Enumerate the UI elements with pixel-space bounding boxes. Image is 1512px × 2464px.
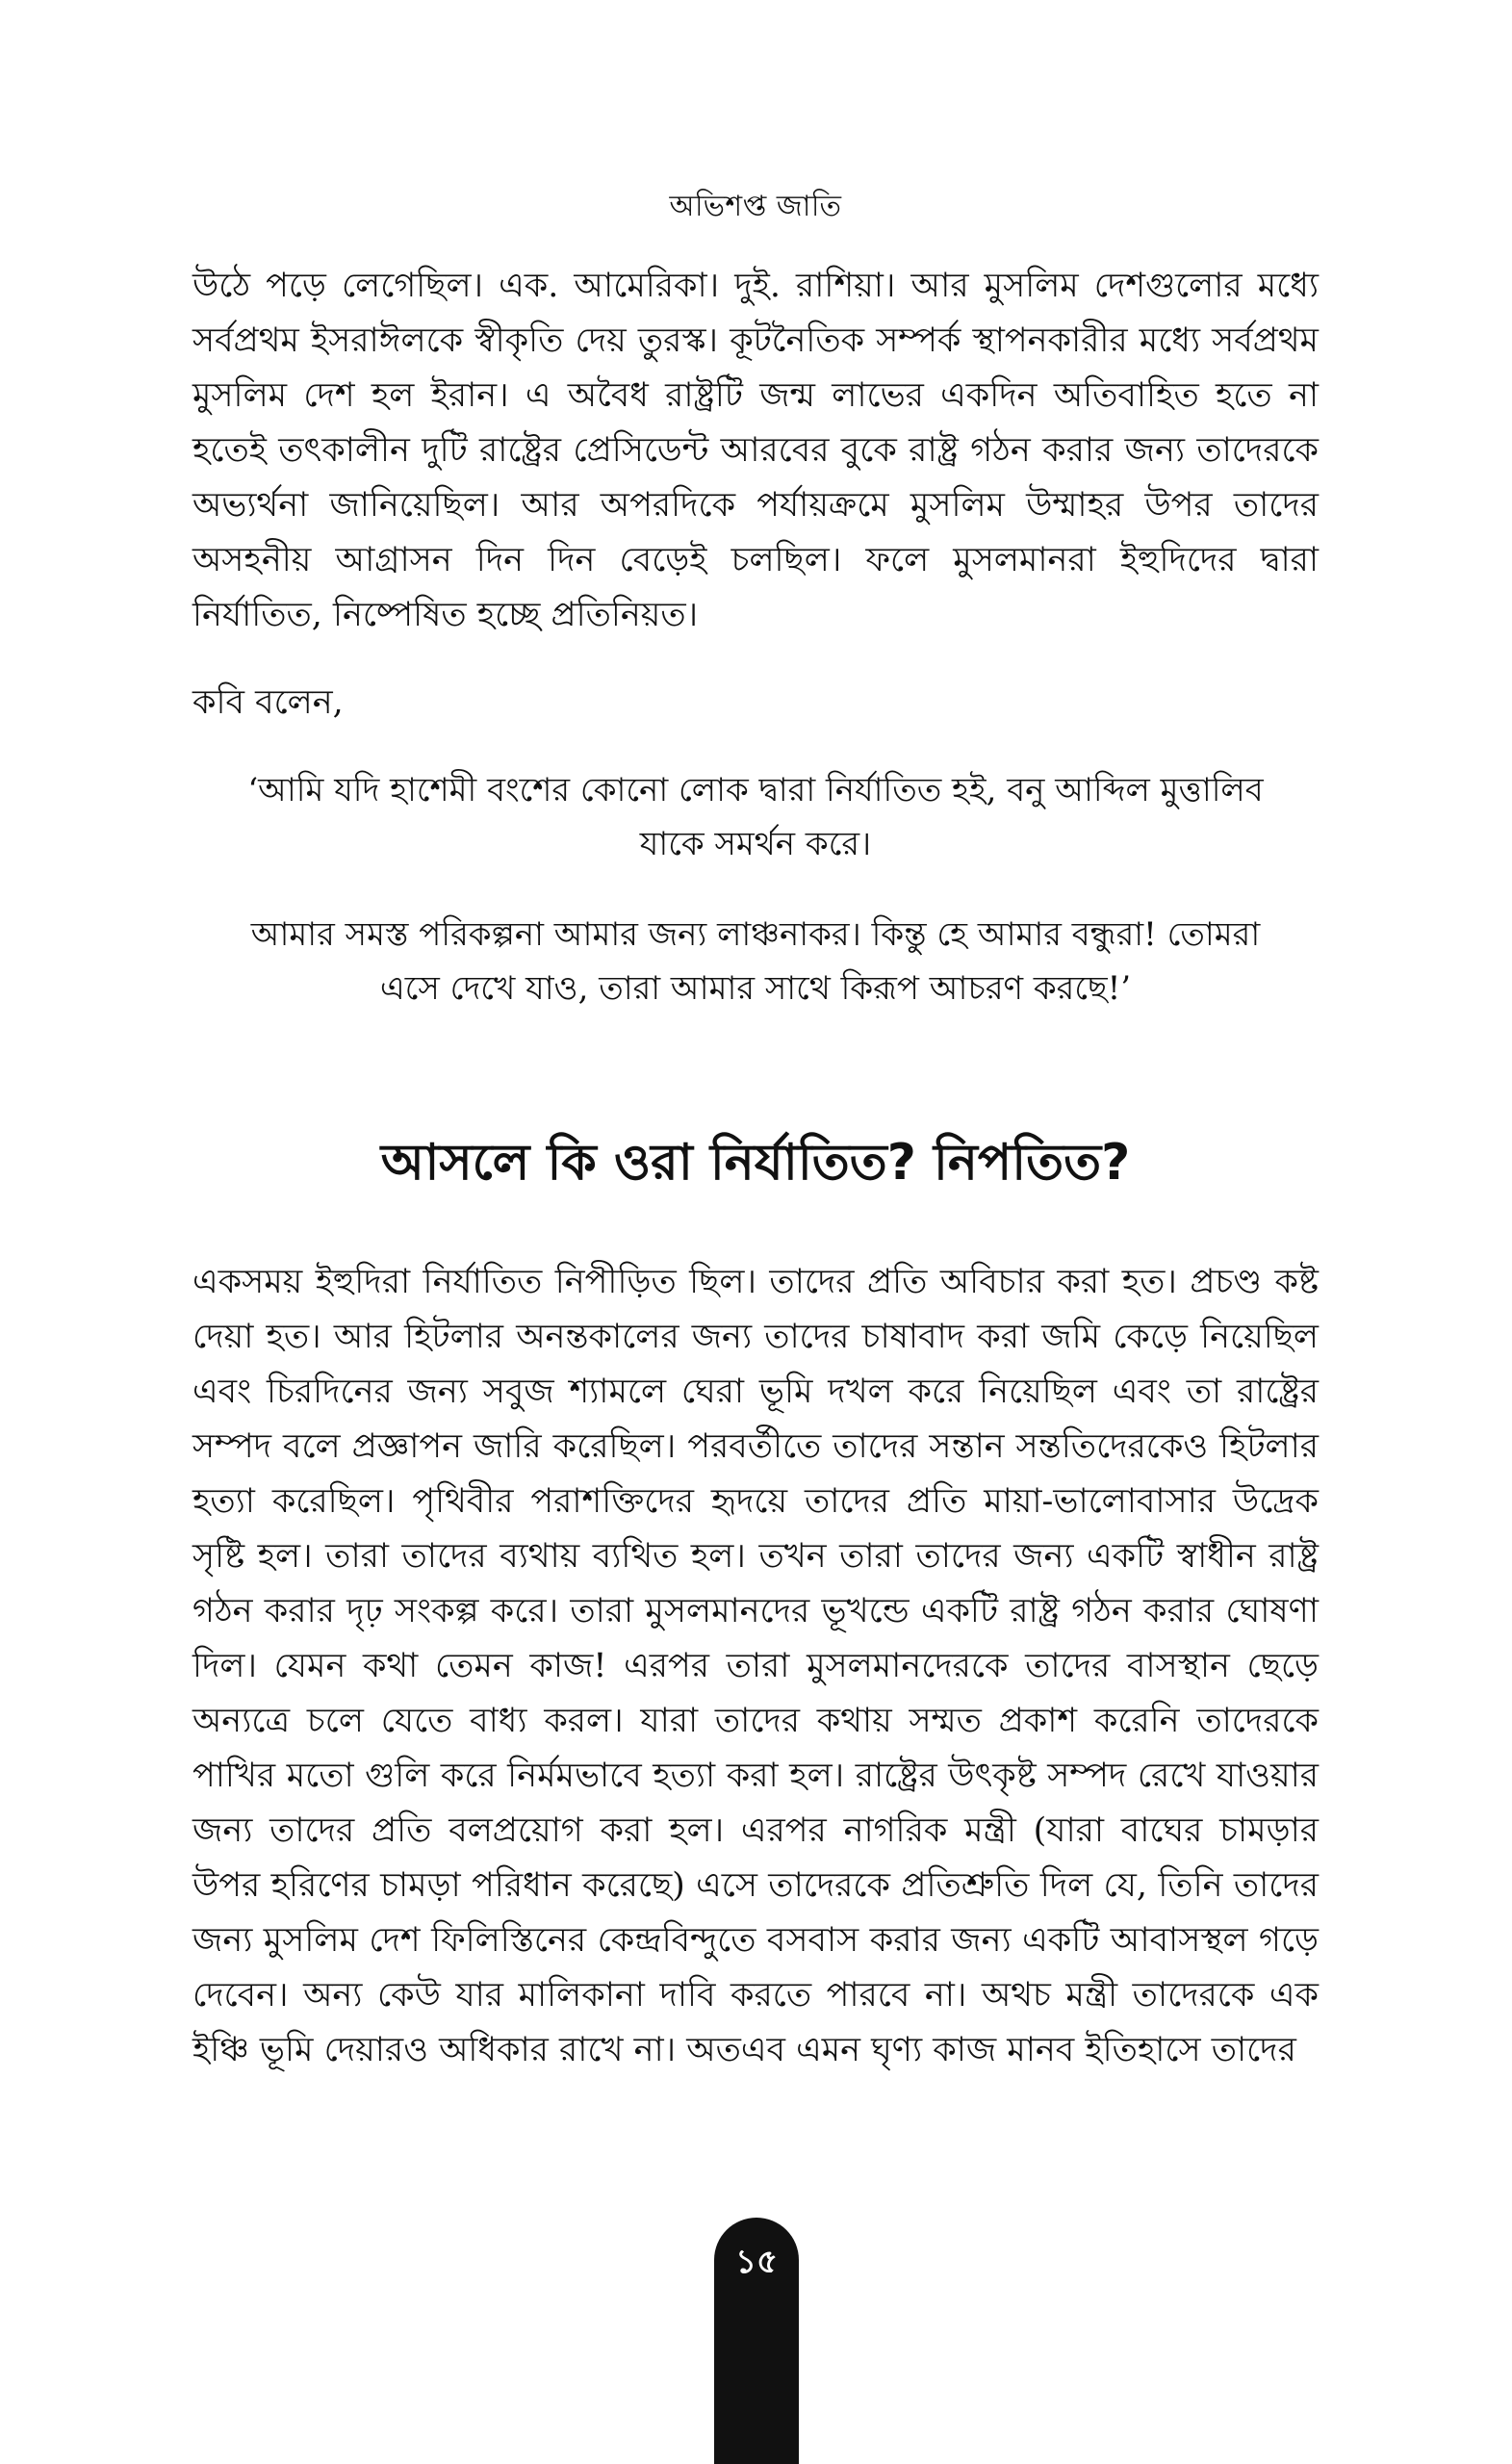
paragraph-section-body: একসময় ইহুদিরা নির্যাতিত নিপীড়িত ছিল। তাদের প্রতি অবিচার করা হত। প্রচণ্ড কষ্ট দেয়া হত। আর হিটলার অনন্তকালের জন্য তাদের চাষাবাদ করা জমি কেড়ে নিয়েছিল এবং চিরদিনের জন্য সবুজ শ্যামলে ঘেরা ভূমি দখল করে নিয়েছিল এবং তা রাষ্ট্রের সম্পদ বলে প্রজ্ঞাপন জারি করেছিল। পরবর্তীতে তাদের সন্তান সন্ততিদেরকেও হিটলার হত্যা করেছিল। পৃথিবীর পরাশক্তিদের হৃদয়ে তাদের প্রতি মায়া-ভালোবাসার উদ্রেক সৃষ্টি হল। তারা তাদের ব্যথায় ব্যথিত হল। তখন তারা তাদের জন্য একটি স্বাধীন রাষ্ট্র গঠন করার দৃঢ় সংকল্প করে। তারা মুসলমানদের ভূখন্ডে একটি রাষ্ট্র গঠন করার ঘোষণা দিল। যেমন কথা তেমন কাজ! এরপর তারা মুসলমানদেরকে তাদের বাসস্থান ছেড়ে অন্যত্রে চলে যেতে বাধ্য করল। যারা তাদের কথায় সম্মত প্রকাশ করেনি তাদেরকে পাখির মতো গুলি করে নির্মমভাবে হত্যা করা হল। রাষ্ট্রের উৎকৃষ্ট সম্পদ রেখে যাওয়ার জন্য তাদের প্রতি বলপ্রয়োগ করা হল। এরপর নাগরিক মন্ত্রী (যারা বাঘের চামড়ার উপর হরিণের চামড়া পরিধান করেছে) এসে তাদেরকে প্রতিশ্রুতি দিল যে, তিনি তাদের জন্য মুসলিম দেশ ফিলিস্তিনের কেন্দ্রবিন্দুতে বসবাস করার জন্য একটি আবাসস্থল গড়ে দেবেন। অন্য কেউ যার মালিকানা দাবি করতে পারবে না। অথচ মন্ত্রী তাদেরকে এক ইঞ্চি ভূমি দেয়ারও অধিকার রাখে না। অতএব এমন ঘৃণ্য কাজ মানব ইতিহাসে তাদের [192, 1263, 1319, 2069]
page-number-tab [714, 2218, 799, 2464]
section-heading: আসলে কি ওরা নির্যাতিত? নিপতিত? [380, 1134, 1131, 1192]
page-body [192, 183, 1319, 2078]
poem-stanza-1 [192, 763, 1319, 871]
running-head: অভিশপ্ত জাতি [669, 190, 842, 223]
poem-line: যাকে সমর্থন করে। [639, 825, 872, 863]
paragraph-opening: উঠে পড়ে লেগেছিল। এক. আমেরিকা। দুই. রাশিয়া। আর মুসলিম দেশগুলোর মধ্যে সর্বপ্রথম ইসরাঈলকে স্বীকৃতি দেয় তুরস্ক। কূটনৈতিক সম্পর্ক স্থাপনকারীর মধ্যে সর্বপ্রথম মুসলিম দেশ হল ইরান। এ অবৈধ রাষ্ট্রটি জন্ম লাভের একদিন অতিবাহিত হতে না হতেই তৎকালীন দুটি রাষ্ট্রের প্রেসিডেন্ট আরবের বুকে রাষ্ট্র গঠন করার জন্য তাদেরকে অভ্যর্থনা জানিয়েছিল। আর অপরদিকে পর্যায়ক্রমে মুসলিম উম্মাহর উপর তাদের অসহনীয় আগ্রাসন দিন দিন বেড়েই চলছিল। ফলে মুসলমানরা ইহুদিদের দ্বারা নির্যাতিত, নিষ্পেষিত হচ্ছে প্রতিনিয়ত। [192, 267, 1319, 634]
page-number: ১৫ [734, 2243, 779, 2281]
poem-stanza-2 [192, 908, 1319, 1015]
poet-intro: কবি বলেন, [192, 683, 344, 722]
poem-line: আমার সমস্ত পরিকল্পনা আমার জন্য লাঞ্চনাকর। কিন্তু হে আমার বন্ধুরা! তোমরা [250, 915, 1261, 954]
poem-line: ‘আমি যদি হাশেমী বংশের কোনো লোক দ্বারা নির্যাতিত হই, বনু আব্দিল মুত্তালিব [247, 771, 1264, 809]
poem-line: এসে দেখে যাও, তারা আমার সাথে কিরূপ আচরণ করছে!’ [379, 969, 1132, 1008]
